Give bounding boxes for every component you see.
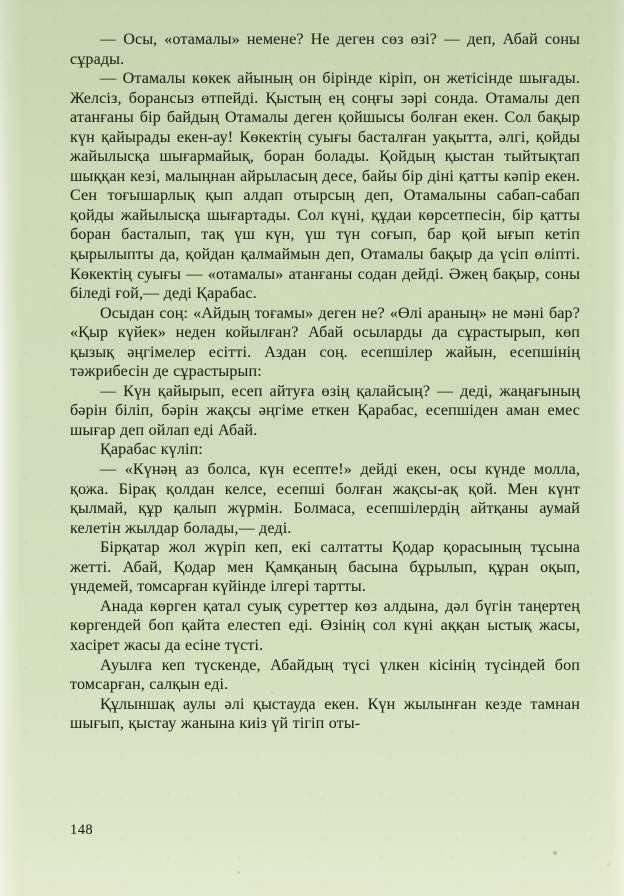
paragraph: — Осы, «отамалы» немене? Не деген сөз өзі? — деп, Абай соны сұрады. — [70, 31, 580, 68]
paragraph: Қарабас күліп: — [100, 441, 203, 459]
paragraph: — Күн қайырып, есеп айтуға өзің қалайсың? — деді, жаңағының бәрін біліп, бәрін жақсы әңгіме еткен Қарабас, есепшіден аман емес шығар деп ойлап еді Абай. — [70, 382, 580, 439]
paragraph: Бірқатар жол жүріп кеп, екі салтатты Қодар қорасының тұсына жетті. Абай, Қодар мен Қамқаның басына бұрылып, құран оқып, үндемей, томсарған күйінде ілгері тартты. — [70, 539, 580, 596]
paragraph: Осыдан соң: «Айдың тоғамы» деген не? «Өлі араның» не мәні бар? «Қыр күйек» неден койылған? Абай осыларды да сұрастырып, көп қызық әңгімелер есітті. Аздан соң. есепшілер жайын, есепшінің тәжрибесін де сұрастырып: — [70, 304, 580, 381]
body-text-block — [70, 30, 580, 734]
paper-speck — [607, 863, 610, 866]
paragraph: Анада көрген қатал суық суреттер көз алдына, дәл бүгін таңертең көргендей боп қайта елестеп еді. Өзінің сол күні аққан ыстық жасы, хасірет жасы да есіне түсті. — [70, 597, 580, 654]
page-number: 148 — [70, 822, 94, 838]
paper-speck — [237, 871, 240, 874]
paragraph: Құлыншақ аулы әлі қыстауда екен. Күн жылынған кезде тамнан шығып, қыстау жанына киіз үй тігіп оты- — [70, 695, 580, 733]
paper-speck — [553, 851, 557, 855]
paragraph: Ауылға кеп түскенде, Абайдың түсі үлкен кісінің түсіндей боп томсарған, салқын еді. — [70, 656, 580, 694]
paragraph: — Отамалы көкек айының он бірінде кіріп, он жетісінде шығады. Желсіз, борансыз өтпейді. Қыстың ең соңғы зәрі сонда. Отамалы деп атанғаны бір байдың Отамалы деген қойшысы болған екен. Сол бақыр күн қайырады екен-ау! Көкектің суығы басталған уақытта, әлгі, қойды жайылысқа шығармайық, боран болады. Қойдың қыстан тыйтықтап шыққан кезі, малыңнан айрыласың десе, байы бір діні қатты кәпір екен. Сен тоғышарлық қып алдап отырсың деп, Отамалыны сабап-сабап қойды жайылысқа шығартады. Сол күні, құдаи көрсетпесін, бір қатты боран басталып, тақ үш күн, үш түн соғып, бар қой ығып кетіп қырылыпты да, қойдан қалмаймын деп, Отамалы бақыр да үсіп өліпті. Көкектің суығы — «отамалы» атанғаны содан дейді. Әжең бақыр, соны біледі ғой,— деді Қарабас. — [70, 70, 580, 303]
paragraph: — «Күнәң аз болса, күн есепте!» дейді екен, осы күнде молла, қожа. Бірақ қолдан келсе, есепші болған жақсы-ақ қой. Мен күнт қылмай, құр қалып жүрмін. Болмаса, есепшілердің айтқаны аумай келетін жылдар болады,— деді. — [70, 461, 580, 537]
